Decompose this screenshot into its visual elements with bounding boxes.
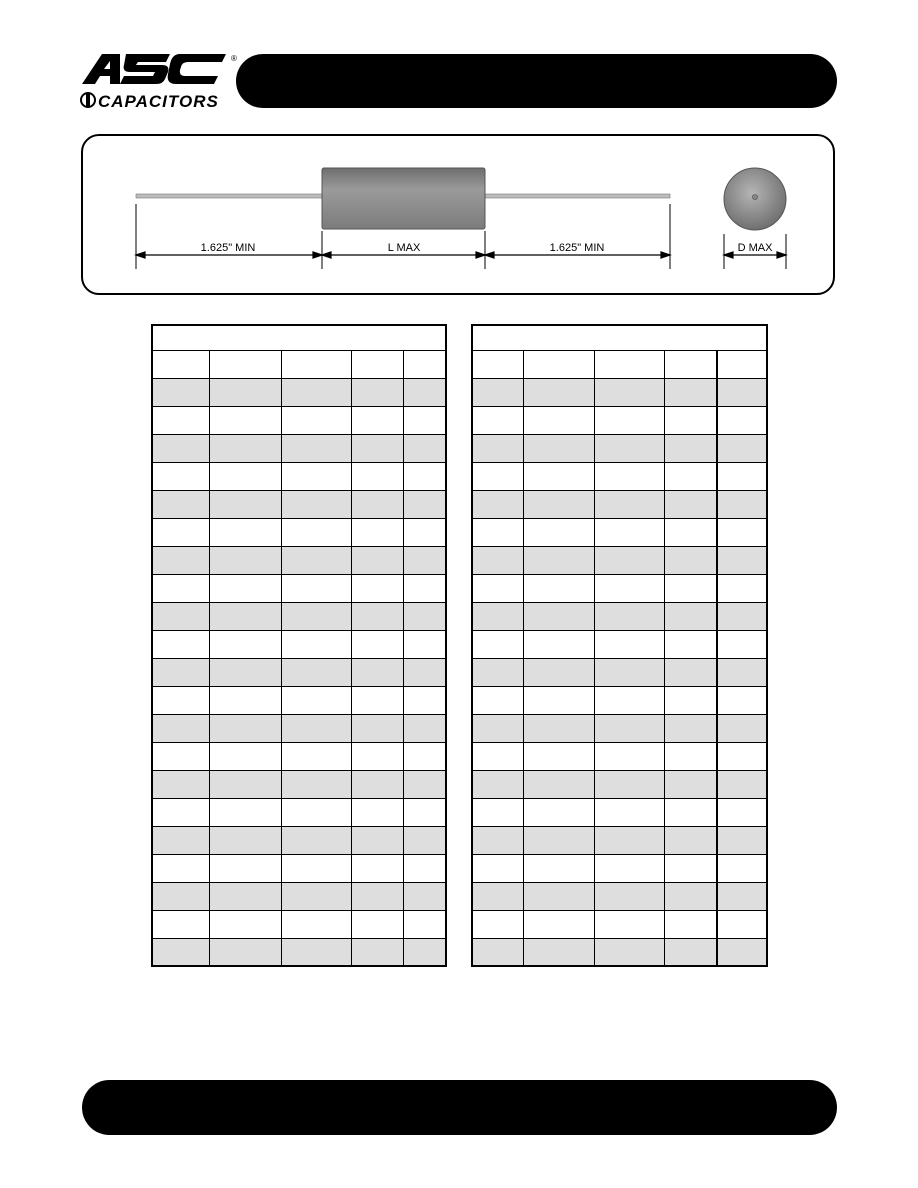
- table-cell: [152, 574, 209, 602]
- table-cell: [351, 826, 403, 854]
- table-cell: [717, 406, 767, 434]
- table-cell: [523, 462, 594, 490]
- table-cell: [209, 938, 281, 966]
- table-cell: [594, 574, 664, 602]
- table-cell: [523, 854, 594, 882]
- table-cell: [209, 798, 281, 826]
- table-cell: [152, 714, 209, 742]
- table-row: [152, 742, 446, 770]
- table-cell: [281, 910, 351, 938]
- table-cell: [472, 742, 523, 770]
- table-cell: [717, 546, 767, 574]
- table-cell: [351, 434, 403, 462]
- table-cell: [351, 518, 403, 546]
- table-row: [472, 434, 767, 462]
- table-cell: [523, 490, 594, 518]
- table-cell: [472, 378, 523, 406]
- table-cell: [594, 770, 664, 798]
- table-cell: [403, 602, 446, 630]
- table-cell: [523, 406, 594, 434]
- table-cell: [664, 406, 717, 434]
- table-cell: [594, 490, 664, 518]
- table-cell: [664, 602, 717, 630]
- table-cell: [594, 882, 664, 910]
- table-cell: [152, 518, 209, 546]
- table-cell: [403, 574, 446, 602]
- table-cell: [281, 938, 351, 966]
- table-row: [152, 462, 446, 490]
- table-row: [152, 658, 446, 686]
- table-cell: [403, 490, 446, 518]
- table-cell: [403, 658, 446, 686]
- table-cell: [523, 770, 594, 798]
- table-cell: [664, 490, 717, 518]
- table-cell: [594, 798, 664, 826]
- table-cell: [152, 882, 209, 910]
- table-cell: [152, 910, 209, 938]
- logo-subtext: CAPACITORS: [98, 92, 219, 111]
- footer-bar: [82, 1080, 837, 1135]
- table-cell: [472, 910, 523, 938]
- table-cell: [281, 490, 351, 518]
- capacitor-dimension-diagram: [81, 134, 835, 295]
- table-cell: [594, 518, 664, 546]
- table-cell: [664, 798, 717, 826]
- table-cell: [717, 826, 767, 854]
- table-row: [472, 546, 767, 574]
- table-cell: [209, 686, 281, 714]
- table-row: [472, 406, 767, 434]
- table-cell: [523, 518, 594, 546]
- table-cell: [664, 434, 717, 462]
- table-cell: [152, 462, 209, 490]
- table-cell: [403, 518, 446, 546]
- table-cell: [594, 378, 664, 406]
- table-row: [152, 882, 446, 910]
- table-row: [152, 686, 446, 714]
- table-cell: [664, 910, 717, 938]
- table-cell: [472, 938, 523, 966]
- table-cell: [281, 882, 351, 910]
- table-cell: [594, 742, 664, 770]
- table-cell: [523, 574, 594, 602]
- table-row: [472, 882, 767, 910]
- table-cell: [351, 574, 403, 602]
- table-cell: [152, 378, 209, 406]
- table-cell: [664, 462, 717, 490]
- table-cell: [281, 686, 351, 714]
- table-cell: [523, 630, 594, 658]
- table-cell: [717, 378, 767, 406]
- table-cell: [523, 938, 594, 966]
- table-cell: [351, 910, 403, 938]
- table-row: [472, 854, 767, 882]
- table-row: [152, 490, 446, 518]
- table-cell: [281, 518, 351, 546]
- table-cell: [472, 686, 523, 714]
- table-cell: [664, 714, 717, 742]
- table-cell: [594, 910, 664, 938]
- table-cell: [209, 658, 281, 686]
- table-cell: [152, 742, 209, 770]
- table-cell: [209, 574, 281, 602]
- table-row: [152, 434, 446, 462]
- table-cell: [209, 434, 281, 462]
- table-cell: [403, 882, 446, 910]
- table-cell: [717, 462, 767, 490]
- table-cell: [523, 686, 594, 714]
- diameter-label: D MAX: [735, 242, 776, 254]
- table-cell: [472, 630, 523, 658]
- table-row: [472, 490, 767, 518]
- table-cell: [351, 938, 403, 966]
- right-lead-length-label: 1.625" MIN: [547, 242, 608, 254]
- table-cell: [664, 686, 717, 714]
- right-lead: [484, 194, 670, 198]
- table-row: [152, 854, 446, 882]
- table-cell: [523, 742, 594, 770]
- table-cell: [152, 406, 209, 434]
- column-header: [351, 350, 403, 378]
- table-cell: [152, 658, 209, 686]
- table-cell: [403, 462, 446, 490]
- table-cell: [472, 462, 523, 490]
- table-row: [472, 462, 767, 490]
- table-cell: [351, 602, 403, 630]
- table-cell: [472, 546, 523, 574]
- table-row: [152, 798, 446, 826]
- table-cell: [351, 490, 403, 518]
- table-cell: [152, 938, 209, 966]
- table-cell: [351, 686, 403, 714]
- table-cell: [403, 686, 446, 714]
- table-cell: [403, 434, 446, 462]
- table-cell: [717, 686, 767, 714]
- table-cell: [351, 770, 403, 798]
- table-cell: [281, 798, 351, 826]
- table-cell: [472, 574, 523, 602]
- table-cell: [209, 462, 281, 490]
- table-cell: [403, 546, 446, 574]
- table-row: [472, 630, 767, 658]
- table-cell: [152, 826, 209, 854]
- table-cell: [209, 546, 281, 574]
- column-header: [717, 350, 767, 378]
- table-row: [152, 518, 446, 546]
- registered-mark: ®: [231, 54, 237, 63]
- table-cell: [403, 742, 446, 770]
- table-row: [152, 546, 446, 574]
- table-cell: [664, 574, 717, 602]
- capacitor-body: [322, 168, 485, 229]
- table-row: [472, 798, 767, 826]
- table-cell: [594, 658, 664, 686]
- left-lead-length-label: 1.625" MIN: [198, 242, 259, 254]
- table-cell: [472, 826, 523, 854]
- table-cell: [281, 462, 351, 490]
- table-cell: [664, 378, 717, 406]
- table-cell: [281, 574, 351, 602]
- body-length-label: L MAX: [385, 242, 424, 254]
- table-row: [472, 574, 767, 602]
- table-cell: [209, 826, 281, 854]
- table-cell: [472, 518, 523, 546]
- table-cell: [717, 518, 767, 546]
- table-cell: [351, 546, 403, 574]
- table-cell: [472, 602, 523, 630]
- table-cell: [717, 574, 767, 602]
- table-cell: [472, 854, 523, 882]
- table-cell: [351, 882, 403, 910]
- table-cell: [209, 490, 281, 518]
- table-cell: [523, 434, 594, 462]
- table-cell: [664, 630, 717, 658]
- table-row: [152, 938, 446, 966]
- table-cell: [664, 658, 717, 686]
- table-cell: [209, 854, 281, 882]
- table-cell: [523, 798, 594, 826]
- table-row: [152, 630, 446, 658]
- table-cell: [523, 714, 594, 742]
- table-cell: [209, 630, 281, 658]
- table-cell: [594, 546, 664, 574]
- table-row: [472, 658, 767, 686]
- table-row: [152, 770, 446, 798]
- column-header: [403, 350, 446, 378]
- column-header: [152, 350, 209, 378]
- table-cell: [717, 910, 767, 938]
- table-cell: [717, 434, 767, 462]
- table-row: [152, 826, 446, 854]
- table-row: [472, 518, 767, 546]
- table-cell: [594, 406, 664, 434]
- table-cell: [717, 714, 767, 742]
- column-header: [209, 350, 281, 378]
- table-cell: [664, 882, 717, 910]
- table-cell: [664, 770, 717, 798]
- table-cell: [717, 938, 767, 966]
- table-cell: [351, 462, 403, 490]
- table-cell: [403, 378, 446, 406]
- table-cell: [717, 658, 767, 686]
- table-cell: [472, 406, 523, 434]
- table-cell: [209, 602, 281, 630]
- table-cell: [594, 434, 664, 462]
- table-cell: [403, 910, 446, 938]
- column-header: [472, 350, 523, 378]
- table-cell: [209, 770, 281, 798]
- table-row: [472, 826, 767, 854]
- table-cell: [209, 742, 281, 770]
- table-cell: [351, 742, 403, 770]
- table-row: [152, 574, 446, 602]
- table-cell: [594, 714, 664, 742]
- table-cell: [351, 798, 403, 826]
- table-cell: [664, 518, 717, 546]
- table-cell: [472, 658, 523, 686]
- table-row: [472, 938, 767, 966]
- table-cell: [152, 798, 209, 826]
- table-cell: [594, 826, 664, 854]
- table-cell: [209, 882, 281, 910]
- table-cell: [403, 798, 446, 826]
- table-cell: [152, 686, 209, 714]
- table-cell: [472, 434, 523, 462]
- table-row: [472, 714, 767, 742]
- table-cell: [717, 798, 767, 826]
- table-cell: [472, 798, 523, 826]
- table-cell: [472, 490, 523, 518]
- table-cell: [351, 714, 403, 742]
- table-cell: [152, 546, 209, 574]
- table-cell: [594, 938, 664, 966]
- table-row: [152, 714, 446, 742]
- header-bar: [236, 54, 837, 108]
- column-header: [664, 350, 717, 378]
- table-cell: [209, 714, 281, 742]
- table-cell: [523, 602, 594, 630]
- table-cell: [281, 658, 351, 686]
- table-cell: [664, 546, 717, 574]
- column-header: [523, 350, 594, 378]
- table-cell: [594, 630, 664, 658]
- table-cell: [403, 770, 446, 798]
- table-cell: [717, 490, 767, 518]
- column-header: [594, 350, 664, 378]
- asc-capacitors-logo: [80, 50, 238, 112]
- table-cell: [403, 406, 446, 434]
- table-cell: [152, 770, 209, 798]
- table-cell: [403, 826, 446, 854]
- table-cell: [351, 658, 403, 686]
- table-cell: [523, 826, 594, 854]
- table-cell: [523, 378, 594, 406]
- table-cell: [664, 742, 717, 770]
- left-lead: [136, 194, 322, 198]
- table-cell: [717, 882, 767, 910]
- table-row: [152, 602, 446, 630]
- table-row: [472, 378, 767, 406]
- table-cell: [209, 518, 281, 546]
- spec-table-right: [471, 324, 768, 967]
- table-cell: [472, 882, 523, 910]
- table-cell: [523, 910, 594, 938]
- table-cell: [281, 546, 351, 574]
- table-cell: [152, 490, 209, 518]
- table-cell: [472, 770, 523, 798]
- table-cell: [717, 602, 767, 630]
- table-cell: [281, 714, 351, 742]
- table-cell: [281, 742, 351, 770]
- table-cell: [152, 434, 209, 462]
- table-cell: [717, 630, 767, 658]
- table-cell: [209, 378, 281, 406]
- table-cell: [594, 854, 664, 882]
- table-cell: [523, 882, 594, 910]
- table-cell: [351, 854, 403, 882]
- table-row: [152, 910, 446, 938]
- table-row: [152, 378, 446, 406]
- table-cell: [281, 434, 351, 462]
- table-cell: [717, 742, 767, 770]
- table-cell: [523, 658, 594, 686]
- table-row: [472, 742, 767, 770]
- table-cell: [281, 378, 351, 406]
- column-header: [281, 350, 351, 378]
- table-cell: [152, 602, 209, 630]
- table-cell: [594, 686, 664, 714]
- table-row: [472, 602, 767, 630]
- table-cell: [281, 602, 351, 630]
- table-row: [472, 686, 767, 714]
- table-cell: [281, 854, 351, 882]
- table-cell: [664, 854, 717, 882]
- table-cell: [351, 378, 403, 406]
- table-cell: [281, 630, 351, 658]
- table-cell: [351, 406, 403, 434]
- table-row: [152, 406, 446, 434]
- table-cell: [152, 630, 209, 658]
- table-cell: [403, 630, 446, 658]
- table-row: [472, 770, 767, 798]
- table-cell: [403, 854, 446, 882]
- spec-table-left: [151, 324, 447, 967]
- table-cell: [664, 826, 717, 854]
- table-cell: [152, 854, 209, 882]
- table-cell: [717, 854, 767, 882]
- table-cell: [717, 770, 767, 798]
- table-title: [472, 325, 767, 350]
- table-cell: [281, 826, 351, 854]
- table-cell: [523, 546, 594, 574]
- table-cell: [281, 406, 351, 434]
- table-cell: [594, 462, 664, 490]
- table-title: [152, 325, 446, 350]
- table-cell: [664, 938, 717, 966]
- table-row: [472, 910, 767, 938]
- table-cell: [209, 406, 281, 434]
- table-cell: [403, 714, 446, 742]
- table-cell: [594, 602, 664, 630]
- table-cell: [403, 938, 446, 966]
- table-cell: [472, 714, 523, 742]
- table-cell: [209, 910, 281, 938]
- table-cell: [281, 770, 351, 798]
- table-cell: [351, 630, 403, 658]
